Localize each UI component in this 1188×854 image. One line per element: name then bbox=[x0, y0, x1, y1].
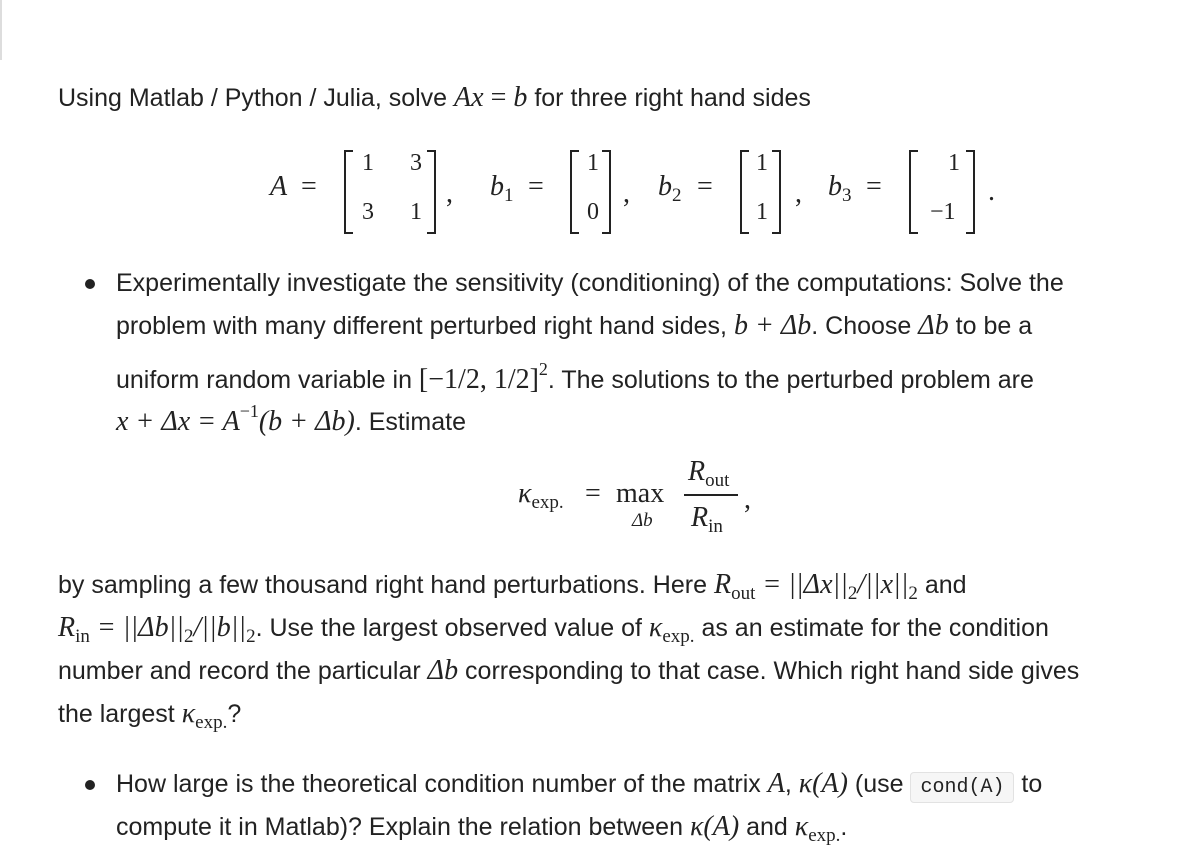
vector-b2-cell: 1 bbox=[756, 150, 768, 176]
vector-b2-label: $b_2$ bbox=[658, 171, 682, 206]
vector-b1-label: $b_1$ bbox=[490, 171, 514, 206]
matrix-A-cell: 3 bbox=[362, 199, 374, 225]
matrix-A-label: A bbox=[270, 171, 288, 202]
matrix-A-right-bracket bbox=[427, 150, 436, 234]
vector-b1-left-bracket bbox=[570, 150, 579, 234]
vector-b2-right-bracket bbox=[772, 150, 781, 234]
formula-fraction-bar bbox=[684, 494, 738, 496]
bullet2-line2: compute it in Matlab)? Explain the relation between κ(A) and $\kappa_{exp.}$. bbox=[116, 811, 848, 846]
matrix-A-cell: 1 bbox=[410, 199, 422, 225]
intro-tail: for three right hand sides bbox=[527, 84, 811, 112]
left-edge-divider bbox=[0, 0, 2, 60]
bullet1-line3: uniform random variable in [−1/2, 1/2]$^2$. The solutions to the perturbed problem are bbox=[116, 359, 1034, 395]
vector-b1-equals: = bbox=[528, 171, 544, 202]
matrix-A-equals: = bbox=[301, 171, 317, 202]
matrix-A-left-bracket bbox=[344, 150, 353, 234]
intro-math-equals: = bbox=[483, 82, 514, 113]
bullet2-line1: How large is the theoretical condition number of the matrix A, κ(A) (use cond(A) to bbox=[116, 766, 1042, 806]
formula-comma: , bbox=[744, 484, 751, 515]
intro-lead: Using Matlab / Python / Julia, solve bbox=[58, 84, 455, 112]
inline-code-cond: cond(A) bbox=[910, 772, 1014, 803]
matrix-period: . bbox=[988, 176, 995, 207]
vector-b3-right-bracket bbox=[966, 150, 975, 234]
bullet1-line4: $x + \Delta x = A^{-1}(b + \Delta b)$. Estimate bbox=[116, 401, 466, 437]
para-line4: the largest $\kappa_{exp.}$? bbox=[58, 698, 242, 733]
formula-denominator: $R_{in}$ bbox=[691, 502, 723, 537]
formula-equals: = bbox=[585, 478, 601, 509]
formula-kappa: $\kappa_{exp.}$ bbox=[518, 478, 564, 513]
vector-b3-cell: 1 bbox=[948, 150, 960, 176]
vector-b3-left-bracket bbox=[909, 150, 918, 234]
formula-max-subscript: Δb bbox=[632, 510, 653, 531]
matrix-A-cell: 1 bbox=[362, 150, 374, 176]
bullet1-line1: Experimentally investigate the sensitivity (conditioning) of the computations: Solve the bbox=[116, 269, 1064, 297]
intro-line bbox=[58, 80, 811, 116]
para-line3: number and record the particular Δb corresponding to that case. Which right hand side gives bbox=[58, 655, 1080, 686]
vector-b2-left-bracket bbox=[740, 150, 749, 234]
matrix-comma: , bbox=[446, 178, 453, 209]
bullet-dot bbox=[85, 279, 95, 289]
formula-max: max bbox=[616, 478, 665, 509]
intro-math-A: A bbox=[454, 82, 472, 113]
vector-b3-equals: = bbox=[866, 171, 882, 202]
intro-math-b: b bbox=[513, 82, 528, 113]
formula-numerator: $R_{out}$ bbox=[688, 456, 730, 491]
matrix-comma: , bbox=[795, 178, 802, 209]
vector-b1-right-bracket bbox=[602, 150, 611, 234]
vector-b2-cell: 1 bbox=[756, 199, 768, 225]
intro-math-x: x bbox=[471, 82, 484, 113]
vector-b3-cell: −1 bbox=[930, 199, 956, 225]
matrix-A-cell: 3 bbox=[410, 150, 422, 176]
vector-b2-equals: = bbox=[697, 171, 713, 202]
bullet-dot bbox=[85, 780, 95, 790]
para-line1: by sampling a few thousand right hand perturbations. Here $R_{out} = ||\Delta x||_2/||x||_2$ and bbox=[58, 569, 967, 604]
para-line2: $R_{in} = ||\Delta b||_2/||b||_2$. Use the largest observed value of $\kappa_{exp.}$ as an estimate for the condition bbox=[58, 612, 1049, 647]
vector-b1-cell: 0 bbox=[587, 199, 599, 225]
vector-b1-cell: 1 bbox=[587, 150, 599, 176]
vector-b3-label: $b_3$ bbox=[828, 171, 852, 206]
bullet1-line2: problem with many different perturbed right hand sides, b + Δb. Choose Δb to be a bbox=[116, 310, 1033, 341]
matrix-comma: , bbox=[623, 178, 630, 209]
